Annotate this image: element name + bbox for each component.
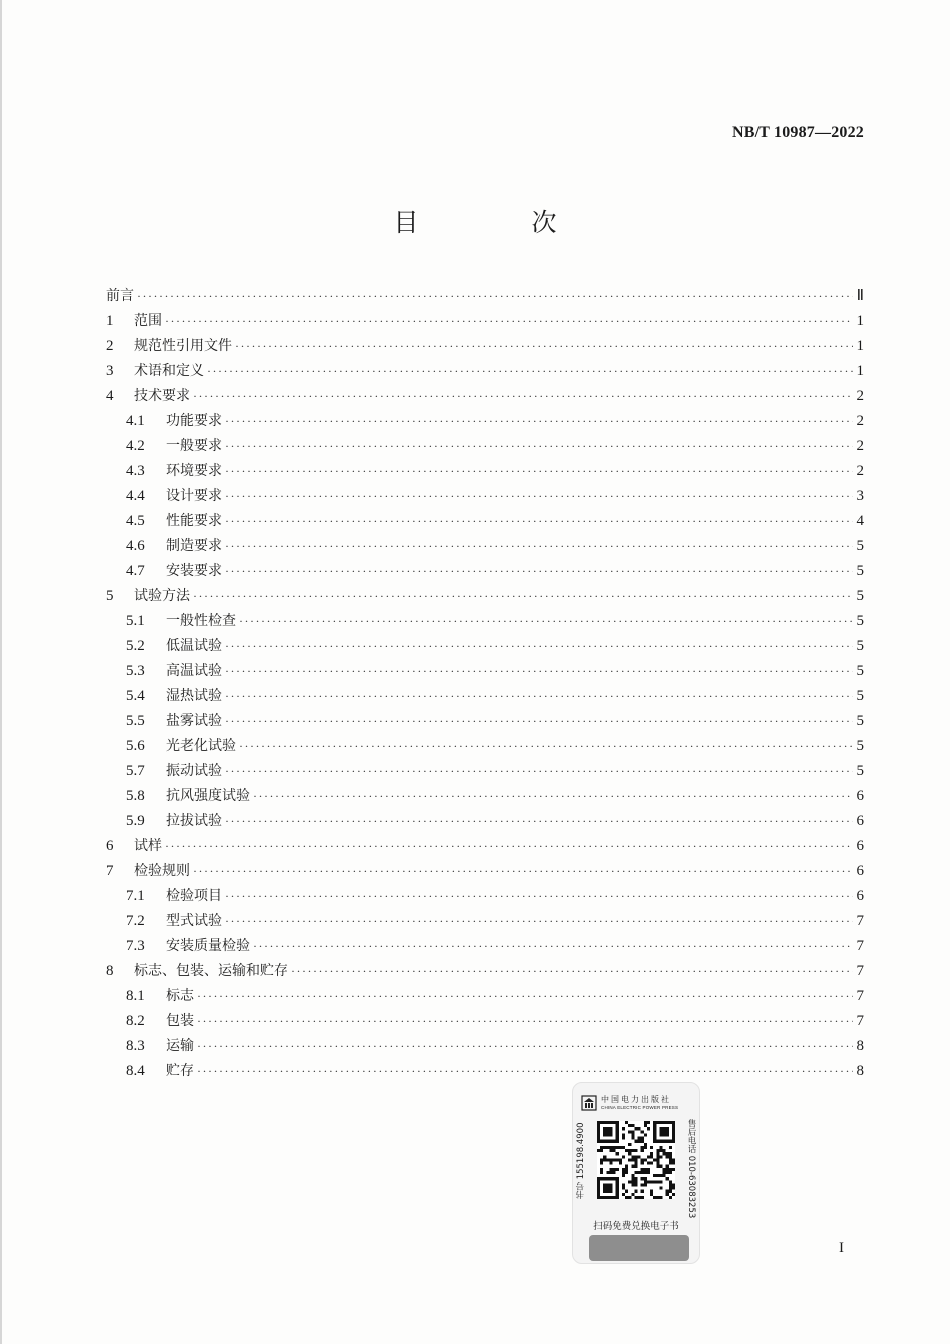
- toc-entry-label: 包装: [166, 1013, 194, 1029]
- toc-leader-dots: [225, 709, 853, 734]
- toc-entry-label: 湿热试验: [166, 688, 222, 704]
- toc-leader-dots: [225, 484, 853, 509]
- toc-entry-page: 6: [856, 838, 864, 854]
- toc-entry-number: 8.3: [126, 1038, 145, 1054]
- toc-entry-label: 低温试验: [166, 638, 222, 654]
- toc-entry-page: 7: [856, 1013, 864, 1029]
- toc-entry[interactable]: [106, 484, 864, 509]
- toc-entry-number: 5.5: [126, 713, 145, 729]
- toc-entry-page: 4: [856, 513, 864, 529]
- toc-leader-dots: [207, 359, 853, 384]
- toc-entry[interactable]: [106, 859, 864, 884]
- toc-entry[interactable]: [106, 634, 864, 659]
- toc-entry[interactable]: [106, 984, 864, 1009]
- toc-entry-label: 试验方法: [134, 588, 190, 604]
- toc-entry-label: 高温试验: [166, 663, 222, 679]
- toc-entry-number: 5.6: [126, 738, 145, 754]
- toc-entry[interactable]: [106, 359, 864, 384]
- toc-entry[interactable]: [106, 309, 864, 334]
- toc-entry-number: 4.5: [126, 513, 145, 529]
- toc-entry-number: 6: [106, 838, 114, 854]
- toc-entry-label: 运输: [166, 1038, 194, 1054]
- toc-entry[interactable]: [106, 784, 864, 809]
- standard-code: NB/T 10987—2022: [731, 124, 864, 141]
- toc-leader-dots: [239, 609, 853, 634]
- toc-leader-dots: [165, 309, 853, 334]
- toc-entry-page: 1: [856, 313, 864, 329]
- toc-entry[interactable]: [106, 809, 864, 834]
- scratch-off-code[interactable]: [589, 1235, 689, 1261]
- toc-entry-label: 一般要求: [166, 438, 222, 454]
- toc-entry-page: 5: [856, 763, 864, 779]
- toc-leader-dots: [253, 784, 853, 809]
- toc-entry-label: 检验项目: [166, 888, 222, 904]
- toc-entry-label: 安装质量检验: [166, 938, 250, 954]
- toc-entry[interactable]: [106, 509, 864, 534]
- toc-leader-dots: [137, 284, 853, 309]
- toc-entry-label: 安装要求: [166, 563, 222, 579]
- page-edge: [0, 0, 2, 1344]
- toc-entry-page: 6: [856, 863, 864, 879]
- toc-entry-page: 5: [856, 538, 864, 554]
- toc-entry-page: 5: [856, 588, 864, 604]
- toc-entry-number: 7.3: [126, 938, 145, 954]
- toc-entry[interactable]: [106, 534, 864, 559]
- toc-entry[interactable]: [106, 1009, 864, 1034]
- toc-entry-page: 2: [856, 438, 864, 454]
- scan-instruction: 扫码免费兑换电子书: [593, 1221, 679, 1232]
- toc-leader-dots: [253, 934, 853, 959]
- toc-entry-label: 抗风强度试验: [166, 788, 250, 804]
- toc-leader-dots: [225, 434, 853, 459]
- toc-entry-page: 2: [856, 463, 864, 479]
- toc-entry-label: 贮存: [166, 1063, 194, 1079]
- toc-entry-number: 7: [106, 863, 114, 879]
- toc-entry-label: 规范性引用文件: [134, 338, 232, 354]
- toc-entry[interactable]: [106, 584, 864, 609]
- table-of-contents: [106, 284, 864, 1084]
- toc-entry[interactable]: [106, 759, 864, 784]
- toc-leader-dots: [225, 884, 853, 909]
- toc-entry-number: 5.7: [126, 763, 145, 779]
- toc-entry-label: 拉拔试验: [166, 813, 222, 829]
- toc-entry-number: 2: [106, 338, 114, 354]
- toc-entry[interactable]: [106, 1034, 864, 1059]
- toc-entry-page: 5: [856, 613, 864, 629]
- toc-entry[interactable]: [106, 659, 864, 684]
- toc-entry-number: 4: [106, 388, 114, 404]
- toc-entry-number: 5.8: [126, 788, 145, 804]
- toc-entry-label: 设计要求: [166, 488, 222, 504]
- toc-entry-page: 5: [856, 563, 864, 579]
- toc-leader-dots: [193, 859, 853, 884]
- toc-leader-dots: [225, 634, 853, 659]
- toc-entry[interactable]: [106, 709, 864, 734]
- toc-entry-label: 光老化试验: [166, 738, 236, 754]
- toc-entry-label: 型式试验: [166, 913, 222, 929]
- toc-entry-label: 标志: [166, 988, 194, 1004]
- toc-leader-dots: [225, 809, 853, 834]
- toc-entry[interactable]: [106, 959, 864, 984]
- toc-entry-label: 振动试验: [166, 763, 222, 779]
- toc-leader-dots: [197, 1059, 853, 1084]
- toc-entry[interactable]: [106, 684, 864, 709]
- toc-entry-label: 制造要求: [166, 538, 222, 554]
- toc-entry-number: 5.2: [126, 638, 145, 654]
- toc-entry-page: Ⅱ: [856, 288, 864, 304]
- toc-entry-label: 标志、包装、运输和贮存: [134, 963, 288, 979]
- publisher-logo: [581, 1091, 693, 1115]
- toc-entry[interactable]: [106, 434, 864, 459]
- toc-entry-number: 4.1: [126, 413, 145, 429]
- toc-entry-label: 前言: [106, 288, 134, 304]
- toc-entry-label: 环境要求: [166, 463, 222, 479]
- toc-entry-number: 4.6: [126, 538, 145, 554]
- toc-entry-number: 4.3: [126, 463, 145, 479]
- toc-entry[interactable]: [106, 409, 864, 434]
- toc-leader-dots: [225, 559, 853, 584]
- toc-entry[interactable]: [106, 1059, 864, 1084]
- toc-entry[interactable]: [106, 284, 864, 309]
- toc-entry-label: 性能要求: [166, 513, 222, 529]
- toc-entry-page: 7: [856, 988, 864, 1004]
- book-number: 书号 155198.4900: [576, 1122, 586, 1200]
- toc-entry-page: 5: [856, 663, 864, 679]
- toc-entry-page: 5: [856, 638, 864, 654]
- toc-entry-page: 2: [856, 388, 864, 404]
- toc-entry-page: 6: [856, 788, 864, 804]
- toc-leader-dots: [239, 734, 853, 759]
- toc-title: 目 次: [393, 208, 601, 237]
- toc-leader-dots: [165, 834, 853, 859]
- toc-entry-number: 8: [106, 963, 114, 979]
- toc-entry[interactable]: [106, 734, 864, 759]
- toc-leader-dots: [197, 984, 853, 1009]
- toc-entry-number: 8.4: [126, 1063, 145, 1079]
- toc-entry-page: 5: [856, 713, 864, 729]
- toc-leader-dots: [225, 659, 853, 684]
- toc-entry-page: 1: [856, 338, 864, 354]
- toc-leader-dots: [225, 909, 853, 934]
- toc-entry-page: 6: [856, 888, 864, 904]
- toc-entry-number: 3: [106, 363, 114, 379]
- toc-entry-number: 5.9: [126, 813, 145, 829]
- toc-entry-number: 8.1: [126, 988, 145, 1004]
- toc-leader-dots: [193, 584, 853, 609]
- toc-entry[interactable]: [106, 459, 864, 484]
- toc-entry-number: 5.4: [126, 688, 145, 704]
- toc-entry-page: 7: [856, 913, 864, 929]
- toc-leader-dots: [225, 759, 853, 784]
- toc-entry-label: 盐雾试验: [166, 713, 222, 729]
- toc-entry-label: 检验规则: [134, 863, 190, 879]
- toc-entry-number: 5: [106, 588, 114, 604]
- toc-entry-label: 试样: [134, 838, 162, 854]
- toc-leader-dots: [291, 959, 853, 984]
- toc-entry-page: 5: [856, 688, 864, 704]
- toc-entry-page: 2: [856, 413, 864, 429]
- toc-entry[interactable]: [106, 884, 864, 909]
- toc-entry-page: 6: [856, 813, 864, 829]
- toc-entry-number: 5.3: [126, 663, 145, 679]
- toc-leader-dots: [225, 459, 853, 484]
- qr-code[interactable]: [597, 1121, 675, 1199]
- toc-entry[interactable]: [106, 609, 864, 634]
- toc-leader-dots: [225, 409, 853, 434]
- after-sales-phone: 售后电话 010-63083253: [686, 1119, 696, 1219]
- toc-entry-page: 7: [856, 938, 864, 954]
- toc-entry[interactable]: [106, 934, 864, 959]
- ebook-sticker: [572, 1082, 700, 1264]
- toc-entry-number: 8.2: [126, 1013, 145, 1029]
- toc-entry-label: 一般性检查: [166, 613, 236, 629]
- toc-entry-number: 1: [106, 313, 114, 329]
- publisher-name-cn: 中国电力出版社: [601, 1094, 671, 1104]
- toc-entry-number: 7.2: [126, 913, 145, 929]
- toc-leader-dots: [225, 509, 853, 534]
- toc-leader-dots: [225, 684, 853, 709]
- toc-entry-number: 4.2: [126, 438, 145, 454]
- toc-entry-page: 7: [856, 963, 864, 979]
- toc-entry[interactable]: [106, 834, 864, 859]
- toc-entry-label: 功能要求: [166, 413, 222, 429]
- page-number: I: [839, 1240, 844, 1256]
- toc-entry[interactable]: [106, 334, 864, 359]
- toc-leader-dots: [225, 534, 853, 559]
- publisher-emblem-icon: [581, 1095, 597, 1111]
- toc-entry[interactable]: [106, 559, 864, 584]
- toc-entry[interactable]: [106, 909, 864, 934]
- toc-entry-number: 4.7: [126, 563, 145, 579]
- toc-entry-page: 3: [856, 488, 864, 504]
- publisher-name-en: CHINA ELECTRIC POWER PRESS: [601, 1104, 679, 1110]
- toc-entry-page: 5: [856, 738, 864, 754]
- toc-entry-page: 1: [856, 363, 864, 379]
- toc-entry-label: 术语和定义: [134, 363, 204, 379]
- toc-leader-dots: [235, 334, 853, 359]
- toc-entry-label: 范围: [134, 313, 162, 329]
- toc-leader-dots: [197, 1009, 853, 1034]
- toc-entry-page: 8: [856, 1038, 864, 1054]
- toc-entry-number: 4.4: [126, 488, 145, 504]
- toc-entry[interactable]: [106, 384, 864, 409]
- toc-entry-label: 技术要求: [134, 388, 190, 404]
- toc-entry-number: 7.1: [126, 888, 145, 904]
- toc-entry-page: 8: [856, 1063, 864, 1079]
- toc-leader-dots: [197, 1034, 853, 1059]
- toc-entry-number: 5.1: [126, 613, 145, 629]
- toc-leader-dots: [193, 384, 853, 409]
